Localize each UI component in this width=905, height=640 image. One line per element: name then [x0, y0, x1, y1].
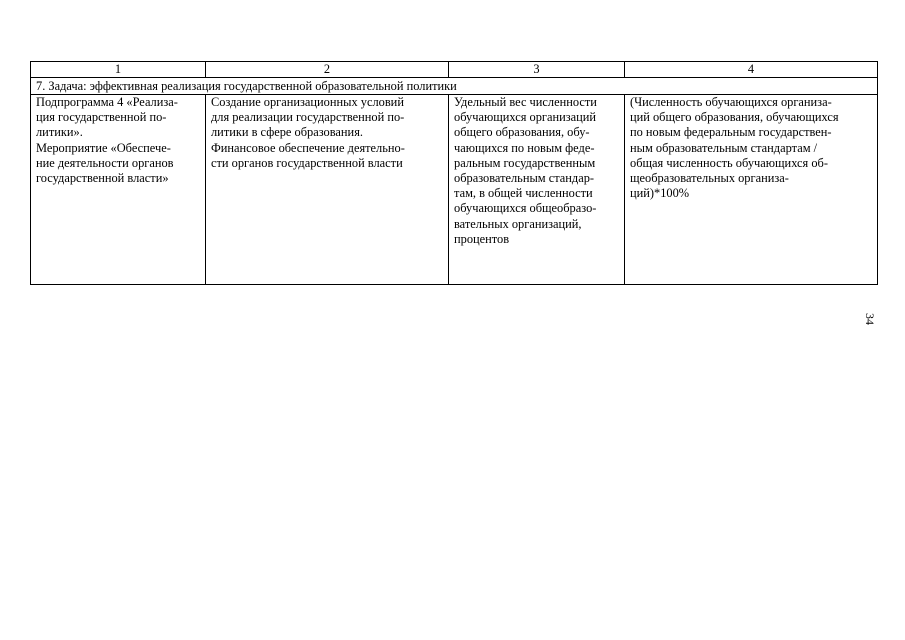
- indicator-text: Удельный вес численности обучающихся организаций общего образования, обу- чающихся по новым феде- ральным государственным образовательным стандар- там, в общей численности обучающихся общеобразо- вательных организаций, процентов: [454, 95, 597, 246]
- conditions-text: Создание организационных условий для реализации государственной по- литики в сфере образования.: [211, 95, 405, 140]
- page-number: 34: [863, 313, 877, 325]
- table-row: [31, 95, 878, 285]
- task-title: 7. Задача: эффективная реализация государственной образовательной политики: [31, 78, 878, 95]
- formula-cell: [625, 95, 878, 285]
- formula-text: (Численность обучающихся организа- ций общего образования, обучающихся по новым федеральным государствен- ным образовательным стандартам / общая численность обучающихся об- щеобразовательных организа- ций)*100%: [630, 95, 839, 201]
- subprogram-text: Подпрограмма 4 «Реализа- ция государственной по- литики».: [36, 95, 178, 140]
- column-header-2: 2: [206, 62, 449, 78]
- indicator-table: [30, 61, 878, 285]
- activity-text: Мероприятие «Обеспече- ние деятельности органов государственной власти»: [36, 140, 174, 186]
- column-header-1: 1: [31, 62, 206, 78]
- column-header-4: 4: [625, 62, 878, 78]
- financing-text: Финансовое обеспечение деятельно- сти органов государственной власти: [211, 140, 405, 170]
- header-row: [31, 62, 878, 78]
- conditions-cell: [206, 95, 449, 285]
- task-row: [31, 78, 878, 95]
- subprogram-cell: [31, 95, 206, 285]
- indicator-cell: [449, 95, 625, 285]
- column-header-3: 3: [449, 62, 625, 78]
